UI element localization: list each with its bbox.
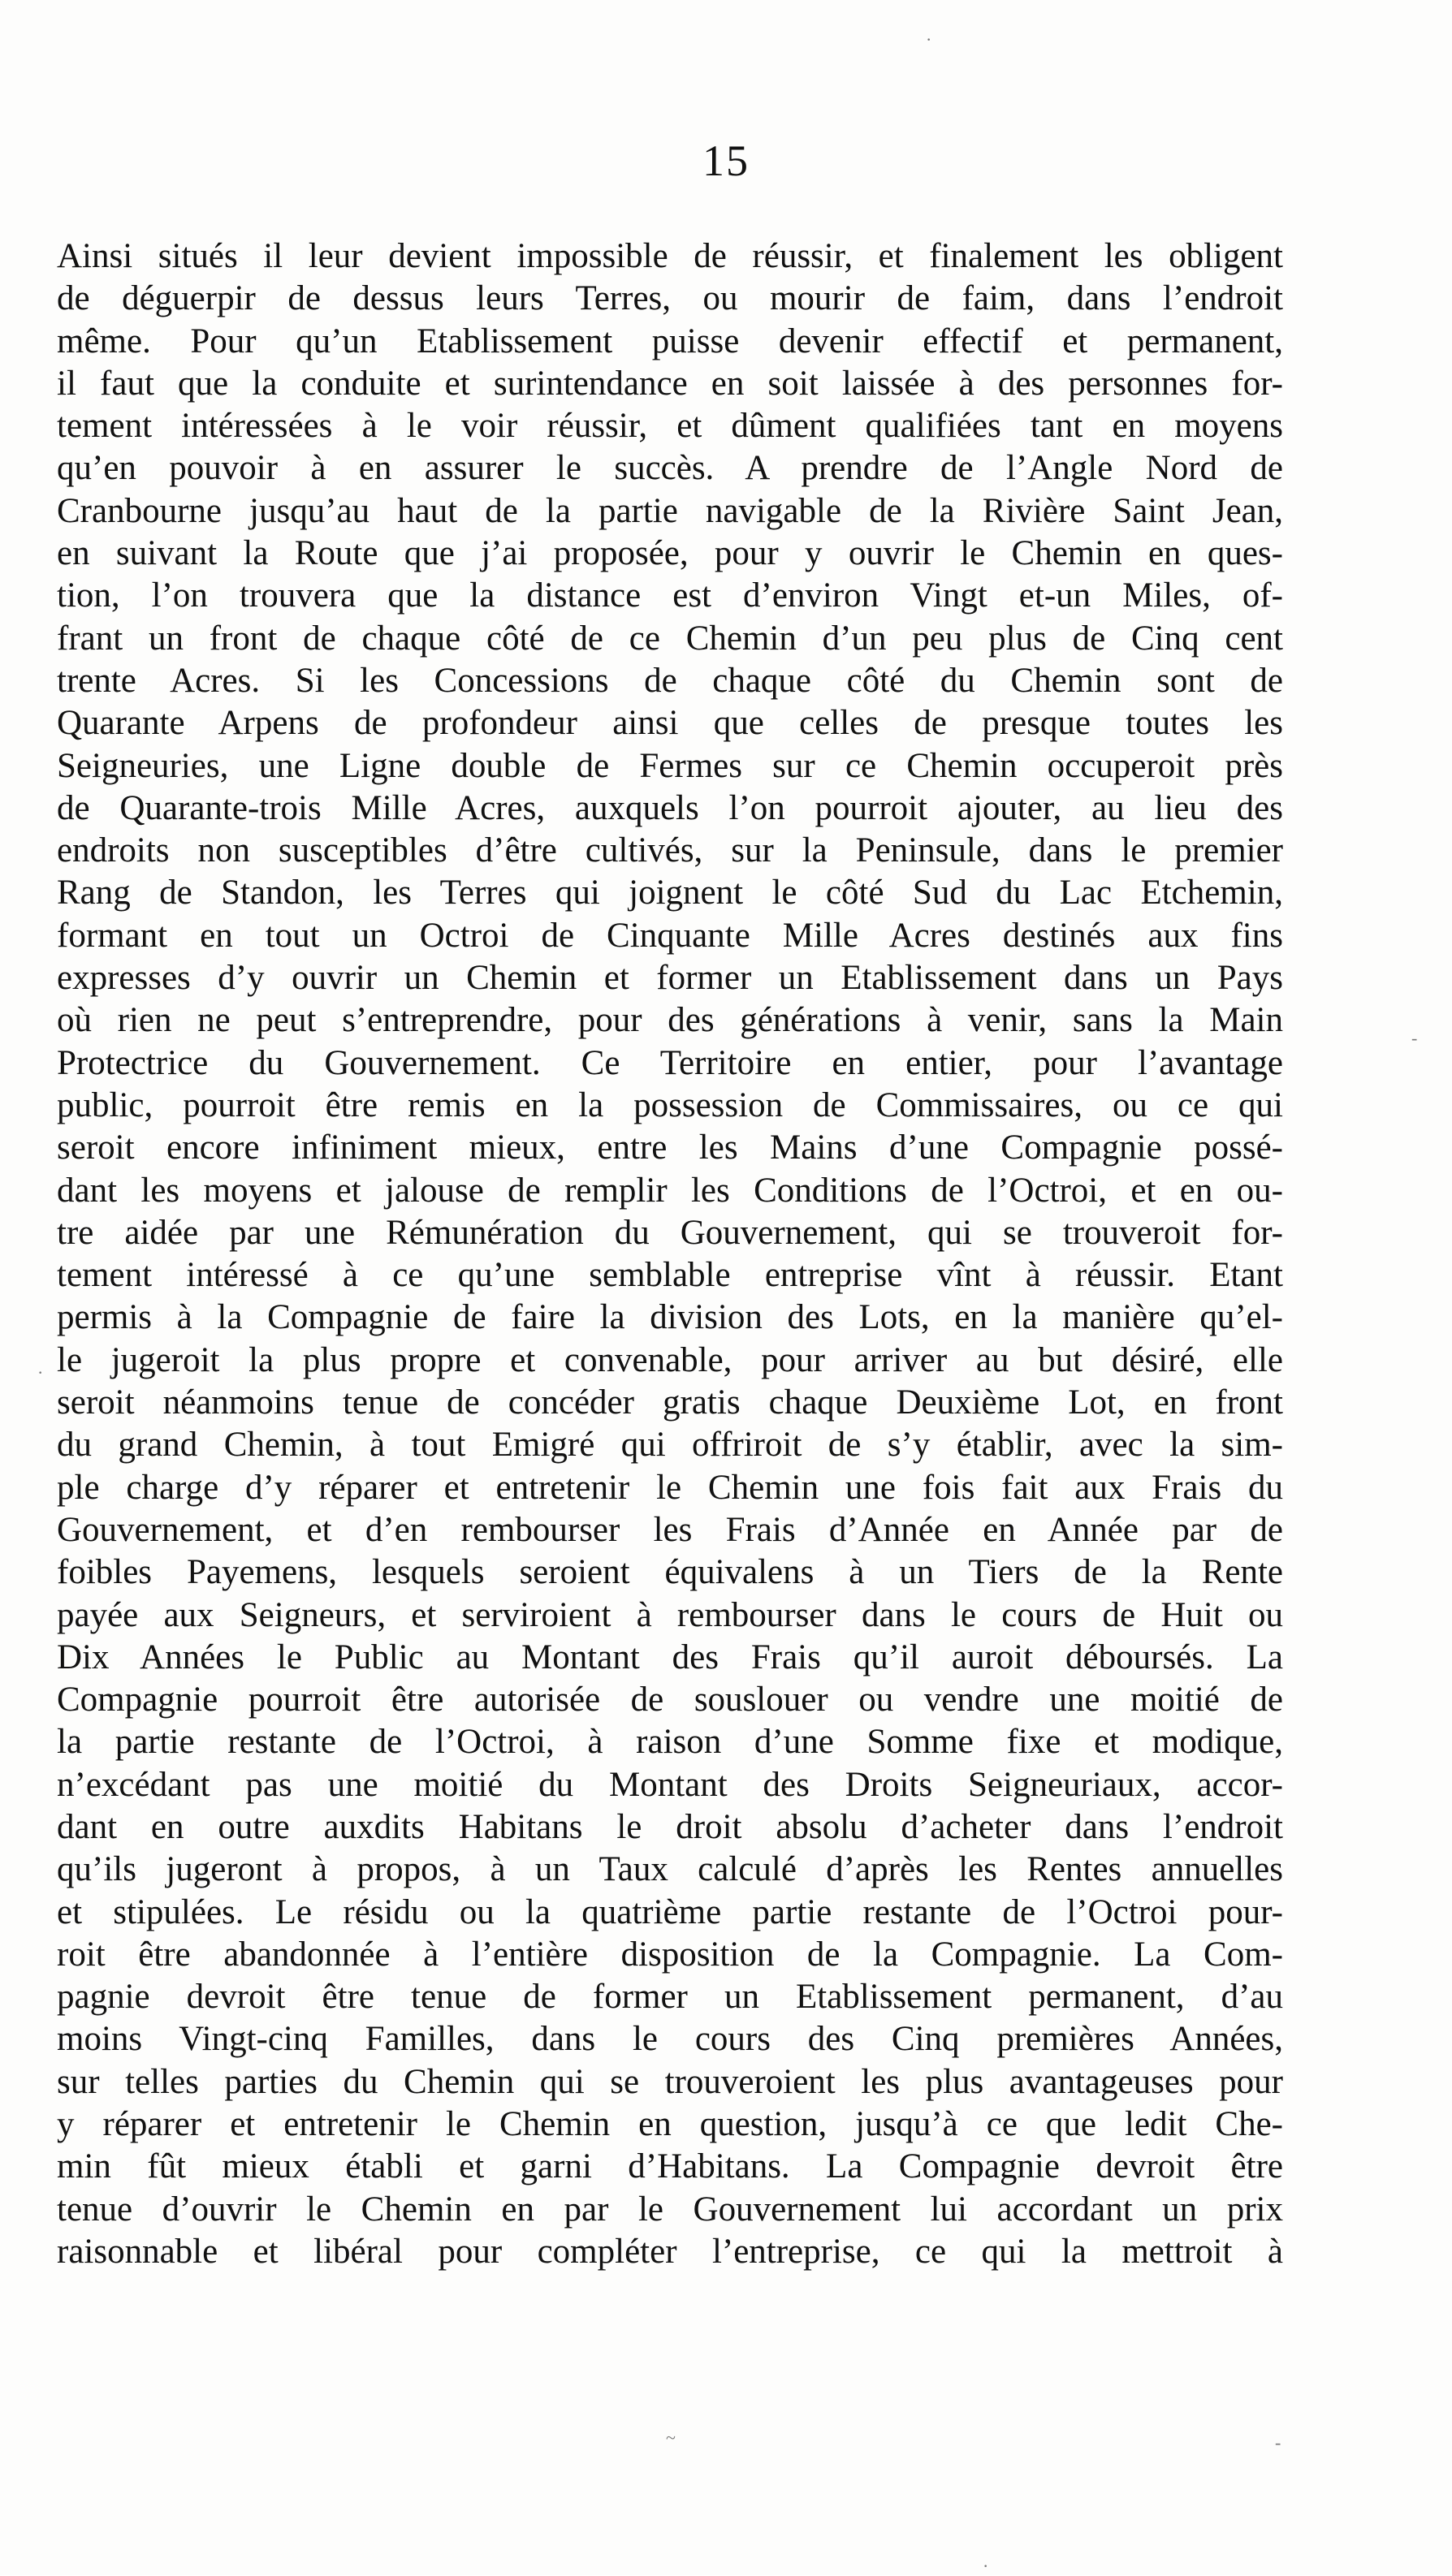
text-line: expresses d’y ouvrir un Chemin et former un Etablissement dans un Pays	[57, 959, 1283, 998]
text-line: public, pourroit être remis en la possession de Commissaires, ou ce qui	[57, 1085, 1283, 1124]
text-line: Ainsi situés il leur devient impossible de réussir, et finalement les obligent	[57, 237, 1283, 275]
text-line: payée aux Seigneurs, et serviroient à rembourser dans le cours de Huit ou	[57, 1595, 1283, 1634]
text-line: dant en outre auxdits Habitans le droit absolu d’acheter dans l’endroit	[57, 1807, 1283, 1846]
text-line: en suivant la Route que j’ai proposée, pour y ouvrir le Chemin en ques-	[57, 534, 1283, 573]
text-line: Protectrice du Gouvernement. Ce Territoire en entier, pour l’avantage	[57, 1043, 1283, 1082]
text-line: de déguerpir de dessus leurs Terres, ou mourir de faim, dans l’endroit	[57, 279, 1283, 318]
text-line: Quarante Arpens de profondeur ainsi que celles de presque toutes les	[57, 704, 1283, 743]
text-line: dant les moyens et jalouse de remplir les Conditions de l’Octroi, et en ou-	[57, 1171, 1283, 1210]
text-line: moins Vingt-cinq Familles, dans le cours des Cinq premières Années,	[57, 2020, 1283, 2059]
text-line: permis à la Compagnie de faire la division des Lots, en la manière qu’el-	[57, 1298, 1283, 1337]
text-line: tement intéressé à ce qu’une semblable entreprise vînt à réussir. Etant	[57, 1256, 1283, 1295]
text-line: seroit encore infiniment mieux, entre les Mains d’une Compagnie possé-	[57, 1128, 1283, 1167]
text-line: pagnie devroit être tenue de former un Etablissement permanent, d’au	[57, 1978, 1283, 2017]
text-line: Dix Années le Public au Montant des Frais qu’il auroit déboursés. La	[57, 1638, 1283, 1676]
speck-mark: ~	[666, 2427, 676, 2448]
text-line: tement intéressées à le voir réussir, et dûment qualifiées tant en moyens	[57, 407, 1283, 446]
text-line: la partie restante de l’Octroi, à raison d’une Somme fixe et modique,	[57, 1723, 1283, 1762]
text-line: tre aidée par une Rémunération du Gouvernement, qui se trouveroit for-	[57, 1213, 1283, 1252]
text-line: le jugeroit la plus propre et convenable, pour arriver au but désiré, elle	[57, 1340, 1283, 1379]
text-line: seroit néanmoins tenue de concéder gratis chaque Deuxième Lot, en front	[57, 1383, 1283, 1422]
text-line: de Quarante-trois Mille Acres, auxquels l’on pourroit ajouter, au lieu des	[57, 788, 1283, 827]
text-line: endroits non susceptibles d’être cultivés, sur la Peninsule, dans le premier	[57, 831, 1283, 870]
speck-mark: ·	[983, 2556, 989, 2576]
text-line: raisonnable et libéral pour compléter l’entreprise, ce qui la mettroit à	[57, 2232, 1283, 2271]
text-line: Gouvernement, et d’en rembourser les Frais d’Année en Année par de	[57, 1510, 1283, 1549]
text-line: trente Acres. Si les Concessions de chaque côté du Chemin sont de	[57, 661, 1283, 700]
speck-mark: -	[1411, 1028, 1418, 1048]
text-line: du grand Chemin, à tout Emigré qui offriroit de s’y établir, avec la sim-	[57, 1426, 1283, 1465]
text-line: Cranbourne jusqu’au haut de la partie navigable de la Rivière Saint Jean,	[57, 491, 1283, 530]
text-line: y réparer et entretenir le Chemin en question, jusqu’à ce que ledit Che-	[57, 2105, 1283, 2144]
text-line: qu’en pouvoir à en assurer le succès. A prendre de l’Angle Nord de	[57, 449, 1283, 488]
speck-mark: ·	[926, 29, 932, 50]
text-line: il faut que la conduite et surintendance en soit laissée à des personnes for-	[57, 364, 1283, 403]
text-line: et stipulées. Le résidu ou la quatrième partie restante de l’Octroi pour-	[57, 1892, 1283, 1931]
text-line: sur telles parties du Chemin qui se trouveroient les plus avantageuses pour	[57, 2062, 1283, 2101]
speck-mark: -	[1275, 2432, 1281, 2453]
text-line: où rien ne peut s’entreprendre, pour des générations à venir, sans la Main	[57, 1001, 1283, 1040]
text-line: tion, l’on trouvera que la distance est d’environ Vingt et-un Miles, of-	[57, 576, 1283, 615]
text-line: tenue d’ouvrir le Chemin en par le Gouvernement lui accordant un prix	[57, 2190, 1283, 2229]
text-line: qu’ils jugeront à propos, à un Taux calculé d’après les Rentes annuelles	[57, 1850, 1283, 1889]
text-line: roit être abandonnée à l’entière disposition de la Compagnie. La Com-	[57, 1935, 1283, 1974]
body-text	[57, 235, 1283, 2273]
text-line: Rang de Standon, les Terres qui joignent le côté Sud du Lac Etchemin,	[57, 874, 1283, 913]
text-line: même. Pour qu’un Etablissement puisse devenir effectif et permanent,	[57, 321, 1283, 360]
page-number: 15	[702, 136, 750, 185]
text-line: formant en tout un Octroi de Cinquante Mille Acres destinés aux fins	[57, 916, 1283, 955]
text-line: min fût mieux établi et garni d’Habitans. La Compagnie devroit être	[57, 2147, 1283, 2186]
text-line: frant un front de chaque côté de ce Chemin d’un peu plus de Cinq cent	[57, 619, 1283, 658]
text-line: foibles Payemens, lesquels seroient équivalens à un Tiers de la Rente	[57, 1553, 1283, 1592]
text-line: ple charge d’y réparer et entretenir le Chemin une fois fait aux Frais du	[57, 1468, 1283, 1507]
text-line: Compagnie pourroit être autorisée de souslouer ou vendre une moitié de	[57, 1681, 1283, 1719]
speck-mark: ·	[37, 1362, 44, 1383]
text-line: n’excédant pas une moitié du Montant des Droits Seigneuriaux, accor-	[57, 1765, 1283, 1804]
text-line: Seigneuries, une Ligne double de Fermes sur ce Chemin occuperoit près	[57, 746, 1283, 785]
